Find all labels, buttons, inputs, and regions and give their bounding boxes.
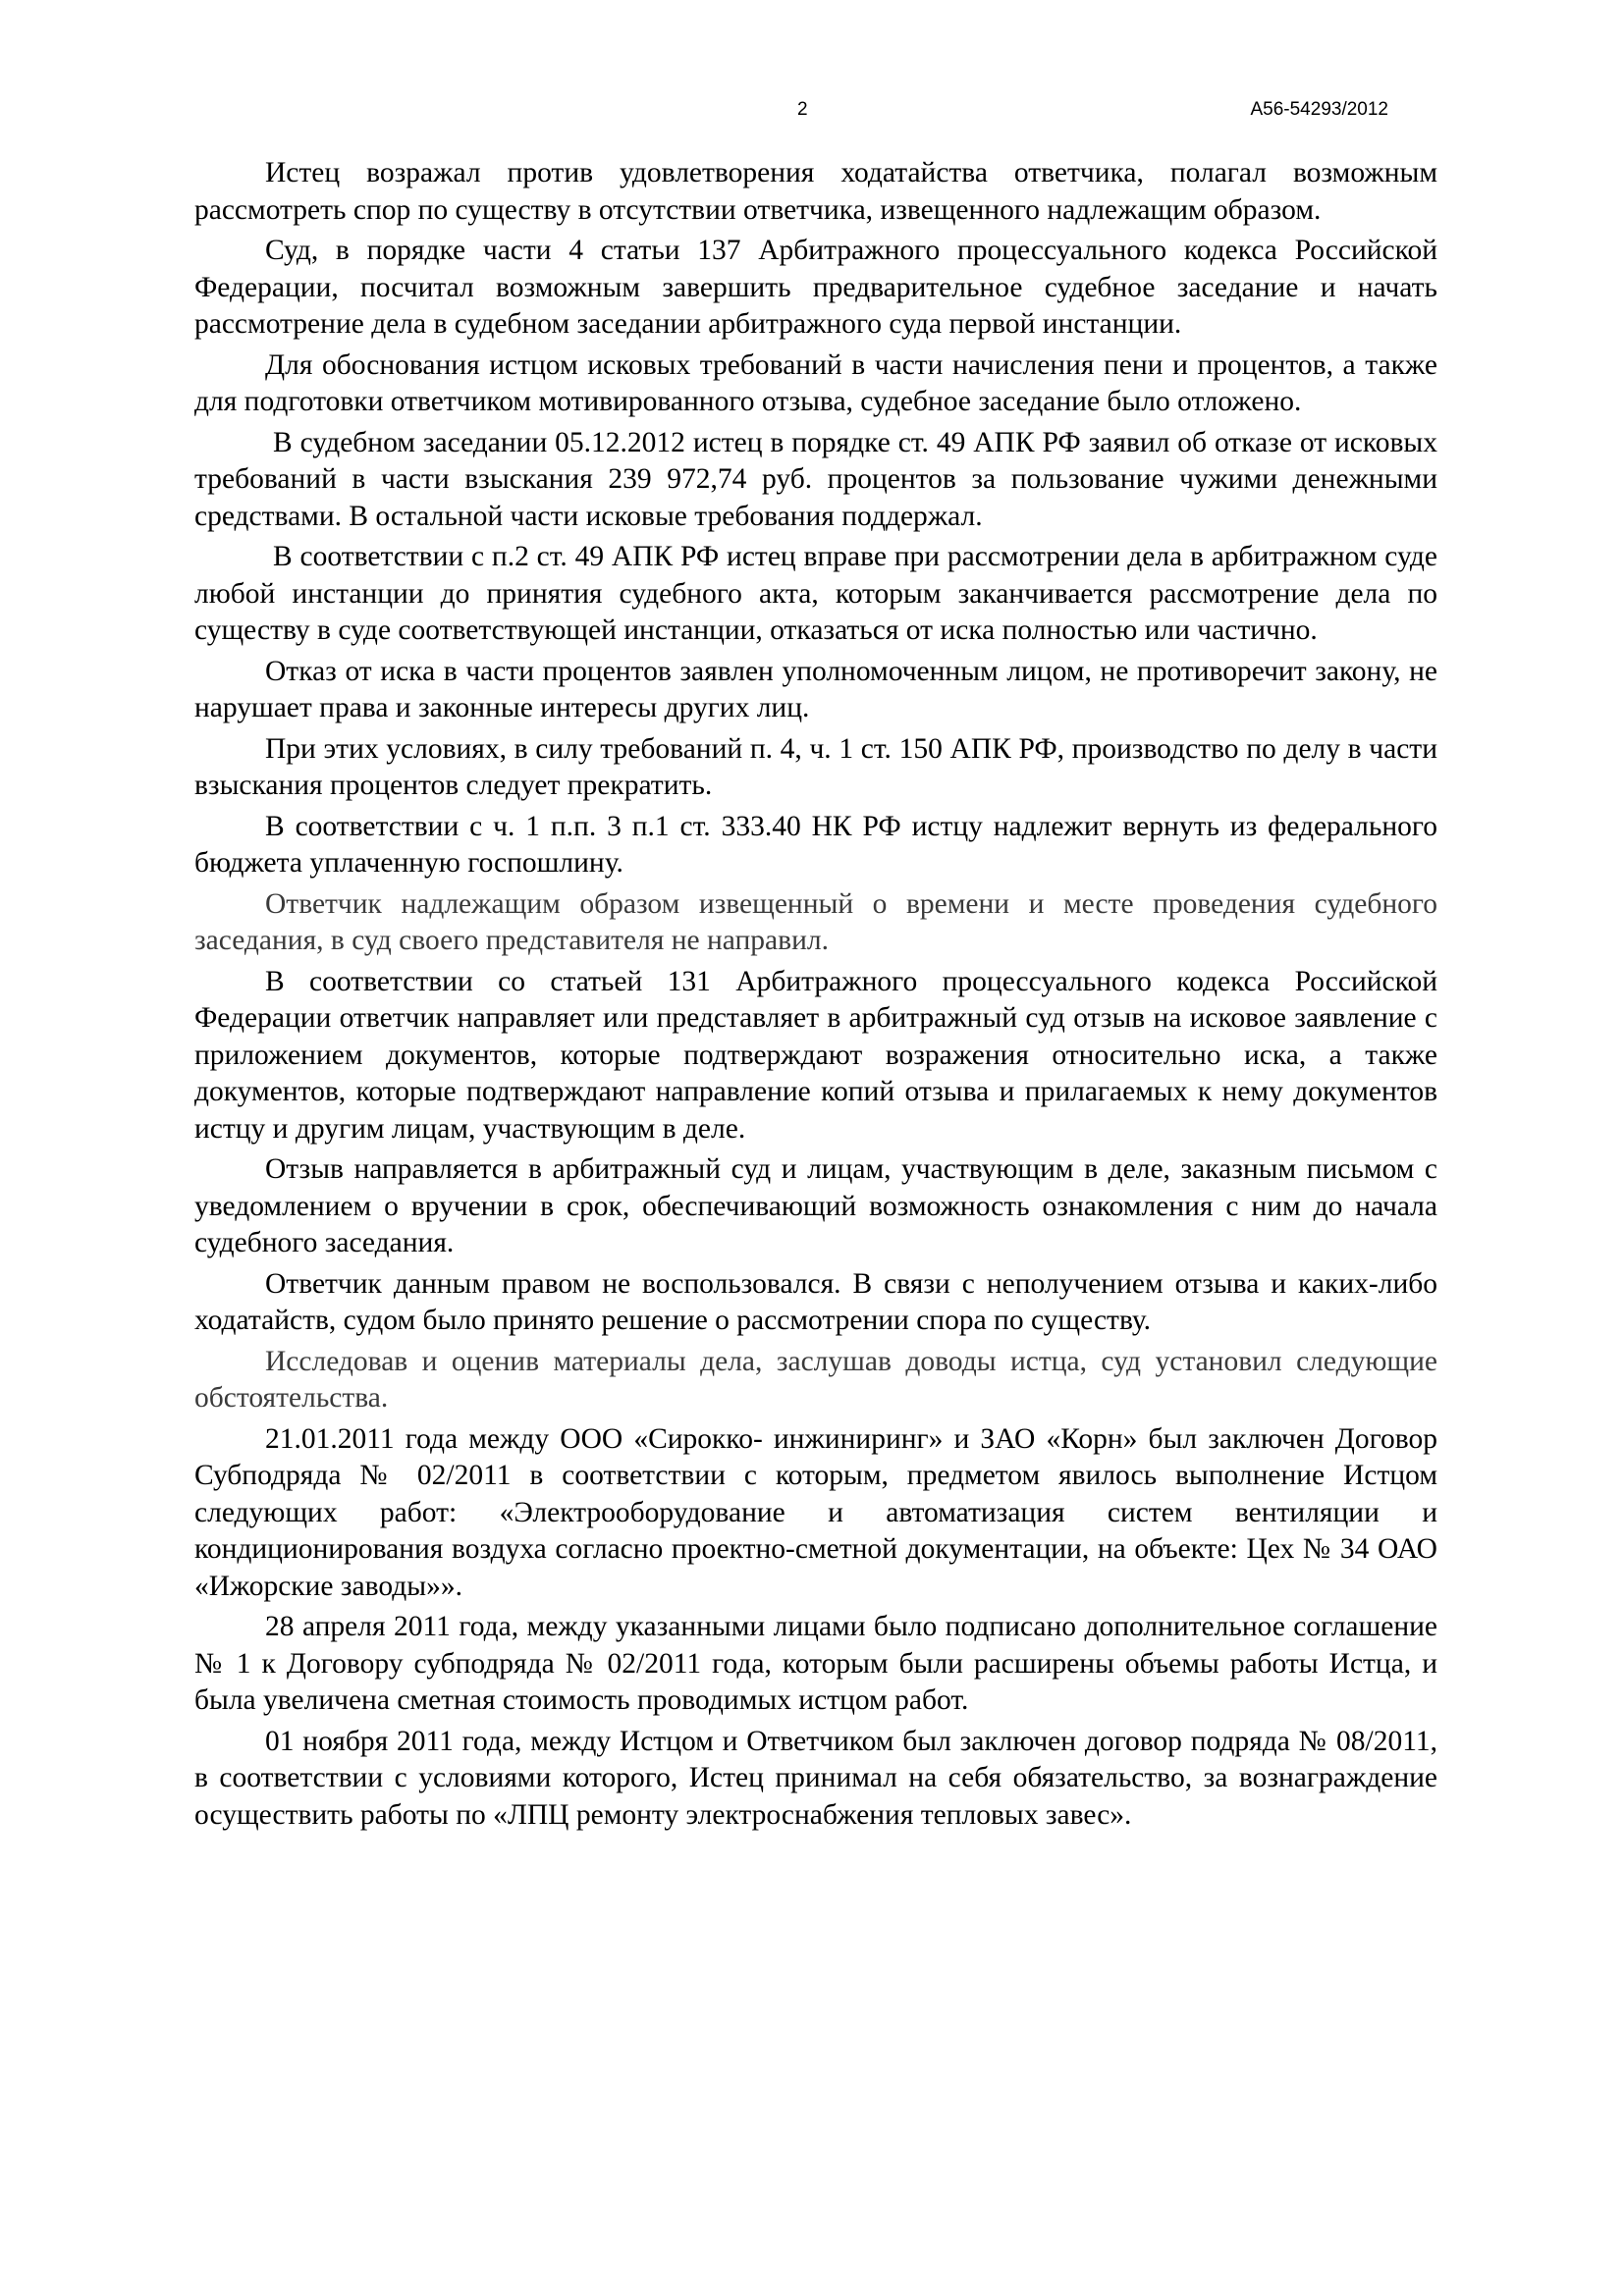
paragraph: В соответствии с ч. 1 п.п. 3 п.1 ст. 333.40 НК РФ истцу надлежит вернуть из федерального бюджета уплаченную госпошлину. — [194, 810, 1437, 879]
paragraph: При этих условиях, в силу требований п. 4, ч. 1 ст. 150 АПК РФ, производство по делу в части взыскания процентов следует прекратить. — [194, 732, 1437, 801]
paragraph: В соответствии со статьей 131 Арбитражного процессуального кодекса Российской Федерации ответчик направляет или представляет в арбитражный суд отзыв на исковое заявление с приложением документов, которые подтверждают возражения относительно иска, а также документов, которые подтверждают направление копий отзыва и прилагаемых к нему документов истцу и другим лицам, участвующим в деле. — [194, 965, 1437, 1145]
paragraph: Ответчик надлежащим образом извещенный о времени и месте проведения судебного заседания, в суд своего представителя не направил. — [194, 887, 1437, 956]
paragraph: Исследовав и оценив материалы дела, заслушав доводы истца, суд установил следующие обстоятельства. — [194, 1345, 1437, 1414]
page-number: 2 — [797, 99, 808, 120]
paragraph: Ответчик данным правом не воспользовался. В связи с неполучением отзыва и каких-либо ходатайств, судом было принято решение о рассмотрении спора по существу. — [194, 1267, 1437, 1336]
paragraph: В судебном заседании 05.12.2012 истец в порядке ст. 49 АПК РФ заявил об отказе от исковых требований в части взыскания 239 972,74 руб. процентов за пользование чужими денежными средствами. В остальной части исковые требования поддержал. — [194, 426, 1437, 532]
paragraph: 01 ноября 2011 года, между Истцом и Ответчиком был заключен договор подряда № 08/2011, в соответствии с условиями которого, Истец принимал на себя обязательство, за вознаграждение осуществить работы по «ЛПЦ ремонту электроснабжения тепловых завес». — [194, 1725, 1437, 1831]
paragraph: Для обоснования истцом исковых требований в части начисления пени и процентов, а также для подготовки ответчиком мотивированного отзыва, судебное заседание было отложено. — [194, 348, 1437, 417]
paragraph: Суд, в порядке части 4 статьи 137 Арбитражного процессуального кодекса Российской Федерации, посчитал возможным завершить предварительное судебное заседание и начать рассмотрение дела в судебном заседании арбитражного суда первой инстанции. — [194, 235, 1437, 340]
document-body — [194, 155, 1437, 1838]
paragraph: Отказ от иска в части процентов заявлен уполномоченным лицом, не противоречит закону, не нарушает права и законные интересы других лиц. — [194, 655, 1437, 723]
paragraph: 21.01.2011 года между ООО «Сирокко- инжиниринг» и ЗАО «Корн» был заключен Договор Субподряда № 02/2011 в соответствии с которым, предметом явилось выполнение Истцом следующих работ: «Электрооборудование и автоматизация систем вентиляции и кондиционирования воздуха согласно проектно-сметной документации, на объекте: Цех № 34 ОАО «Ижорские заводы»». — [194, 1422, 1437, 1602]
paragraph: 28 апреля 2011 года, между указанными лицами было подписано дополнительное соглашение № 1 к Договору субподряда № 02/2011 года, которым были расширены объемы работы Истца, и была увеличена сметная стоимость проводимых истцом работ. — [194, 1611, 1437, 1716]
case-number: А56-54293/2012 — [1250, 99, 1388, 120]
paragraph: Истец возражал против удовлетворения ходатайства ответчика, полагал возможным рассмотреть спор по существу в отсутствии ответчика, извещенного надлежащим образом. — [194, 157, 1437, 226]
paragraph: В соответствии с п.2 ст. 49 АПК РФ истец вправе при рассмотрении дела в арбитражном суде любой инстанции до принятия судебного акта, которым заканчивается рассмотрение дела по существу в суде соответствующей инстанции, отказаться от иска полностью или частично. — [194, 541, 1437, 646]
paragraph: Отзыв направляется в арбитражный суд и лицам, участвующим в деле, заказным письмом с уведомлением о вручении в срок, обеспечивающий возможность ознакомления с ним до начала судебного заседания. — [194, 1153, 1437, 1258]
